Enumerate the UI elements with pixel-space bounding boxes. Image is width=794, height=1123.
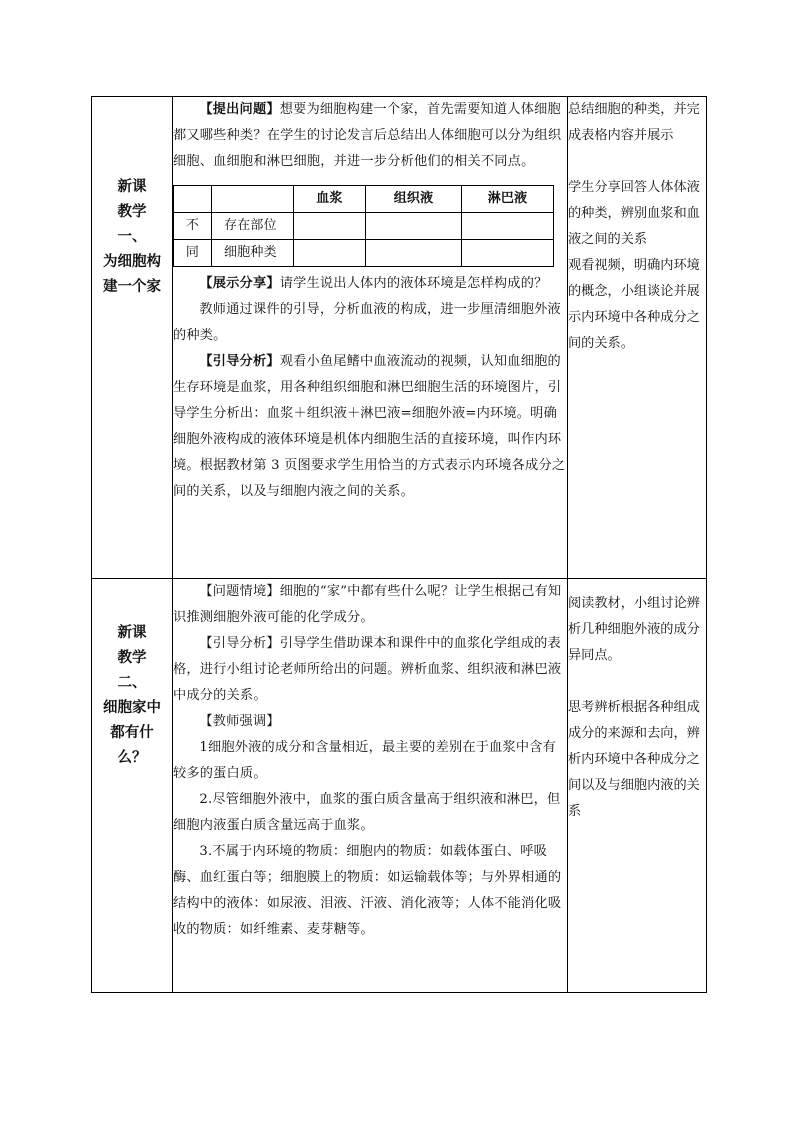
student-activity-text: 阅读教材，小组讨论辨析几种细胞外液的成分异同点。 [568,596,700,663]
paragraph-text: 细胞的“家”中都有些什么呢？让学生根据己有知识推测细胞外液可能的化学成分。 [173,584,562,625]
student-activity-text: 总结细胞的种类，并完成表格内容并展示 [568,102,700,143]
section-title-cell-2 [92,579,173,993]
paragraph-tag: 【问题情境】 [199,584,280,599]
header-cell-blank [174,186,212,213]
teacher-activity-cell-1 [173,97,568,579]
title-line: 细胞家中 [103,700,161,716]
comparison-header-row [174,186,554,213]
paragraph-tag: 【引导分析】 [199,354,280,369]
side-label-cell: 不 [174,213,212,240]
title-line: 都有什 [110,725,154,741]
paragraph-tag: 【提出问题】 [199,102,280,117]
header-cell-plasma: 血浆 [294,186,366,213]
title-line: 新课 [117,179,147,195]
paragraph-problem-situation [173,579,567,631]
paragraph-tag: 【引导分析】 [199,636,280,651]
empty-cell [462,240,554,267]
paragraph-tag: 【展示分享】 [199,276,280,291]
emphasis-point-3: 3.不属于内环境的物质：细胞内的物质：如载体蛋白、呼吸酶、血红蛋白等；细胞膜上的物质：如运输载体等；与外界相通的结构中的液体：如尿液、泪液、汗液、消化液等；人体不能消化吸收的物质：如纤维素、麦芽糖等。 [173,844,562,937]
side-label-cell: 同 [174,240,212,267]
paragraph-text: 想要为细胞构建一个家，首先需要知道人体细胞都又哪些种类？在学生的讨论发言后总结出人体细胞可以分为组织细胞、血细胞和淋巴细胞，并进一步分析他们的相关不同点。 [173,102,562,169]
student-activity-text: 观看视频，明确内环境的概念，小组谈论并展示内环境中各种成分之间的关系。 [568,258,700,351]
header-cell-blank [212,186,294,213]
paragraph-teacher-emphasis: 【教师强调】 [199,714,280,729]
comparison-table [173,185,554,267]
title-line: 建一个家 [103,279,161,295]
student-activity-cell-1 [568,97,707,579]
section-row-1 [92,97,707,579]
row-label-location: 存在部位 [212,213,294,240]
title-line: 教学 [117,204,147,220]
paragraph-text: 请学生说出人体内的液体环境是怎样构成的？ [279,276,548,291]
empty-cell [462,213,554,240]
student-activity-text: 思考辨析根据各种组成成分的来源和去向，辨析内环境中各种成分之间以及与细胞内液的关系 [568,700,700,819]
paragraph-text: 引导学生借助课本和课件中的血浆化学组成的表格，进行小组讨论老师所给出的问题。辨析血浆、组织液和淋巴液中成分的关系。 [173,636,562,703]
title-line: 教学 [117,650,147,666]
empty-cell [366,213,462,240]
emphasis-point-2: 2.尽管细胞外液中，血浆的蛋白质含量高于组织液和淋巴，但细胞内液蛋白质含量远高于血浆。 [173,792,561,833]
section-title-2 [92,579,172,771]
title-line: 二、 [117,675,147,691]
student-activity-cell-2 [568,579,707,993]
title-line: 为细胞构 [103,254,161,270]
paragraph-share [173,271,567,297]
comparison-row-cell-type [174,240,554,267]
paragraph-guided-analysis [173,631,567,709]
paragraph-raise-question [173,97,567,175]
paragraph-text: 教师通过课件的引导，分析血液的构成，进一步厘清细胞外液的种类。 [173,302,561,343]
title-line: 新课 [117,625,147,641]
paragraph-guided-analysis [173,349,567,505]
section-title-cell-1 [92,97,173,579]
student-activity-text: 学生分享回答人体体液的种类，辨别血浆和血液之间的关系 [568,180,700,247]
empty-cell [366,240,462,267]
paragraph-text: 观看小鱼尾鳍中血液流动的视频，认知血细胞的生存环境是血浆，用各种组织细胞和淋巴细胞生活的环境图片，引导学生分析出：血浆＋组织液＋淋巴液=细胞外液=内环境。明确细胞外液构成的液体环境是机体内细胞生活的直接环境，叫作内环境。根据教材第 3 页图要求学生用恰当的方式表示内环境各成分之间的关系，以及与细胞内液之间的关系。 [173,354,566,499]
row-label-cell-type: 细胞种类 [212,240,294,267]
title-line: 一、 [117,229,147,245]
paragraph-teacher-guide [173,297,567,349]
comparison-row-location [174,213,554,240]
emphasis-point-1: 1细胞外液的成分和含量相近，最主要的差别在于血浆中含有较多的蛋白质。 [173,740,557,781]
header-cell-tissue-fluid: 组织液 [366,186,462,213]
section-row-2 [92,579,707,993]
empty-cell [294,240,366,267]
title-line: 么？ [117,750,147,766]
section-title-1 [92,97,172,300]
teacher-activity-cell-2 [173,579,568,993]
lesson-plan-table [91,96,707,993]
header-cell-lymph: 淋巴液 [462,186,554,213]
empty-cell [294,213,366,240]
